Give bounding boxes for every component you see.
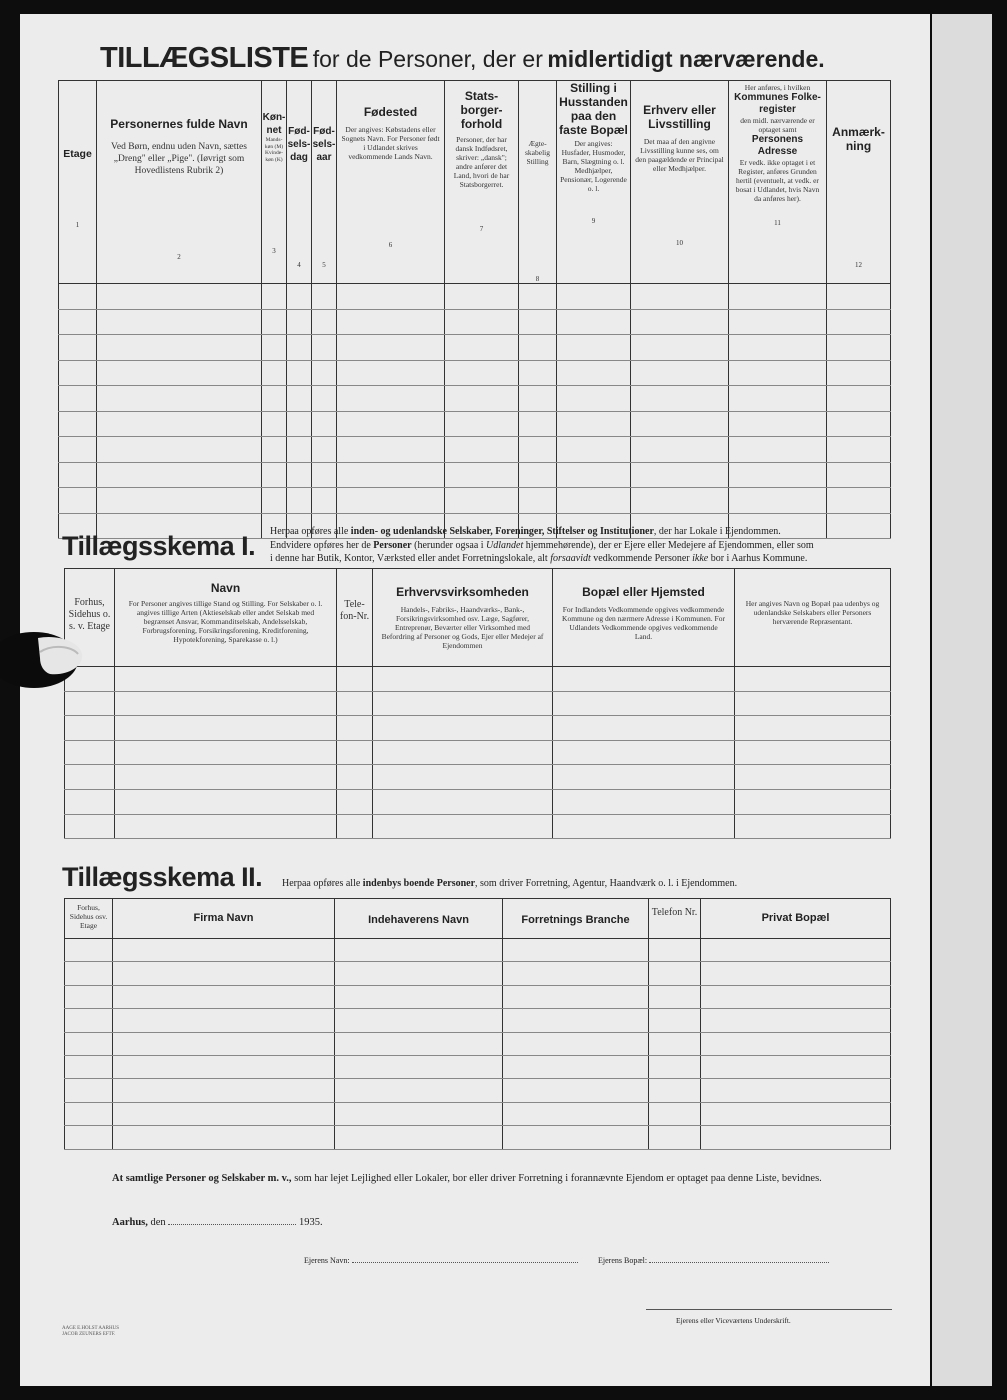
table-cell[interactable]: [97, 488, 262, 514]
col-register: Her anføres, i hvilken Kommunes Folke-register den midl. nærværende er optaget samt Personens Adresse Er vedk. ikke optaget i et Register, anføres Grunden hertil (eventuelt, at vedk. er bosat i Udlandet, hvis Navn da anføres her). 11: [729, 81, 827, 284]
table-cell[interactable]: [97, 437, 262, 463]
table-cell[interactable]: [287, 488, 312, 514]
table-cell[interactable]: [827, 488, 891, 514]
table-row: [65, 1055, 891, 1078]
table-cell[interactable]: [59, 360, 97, 386]
skema2-header-row: [65, 899, 891, 939]
table-cell[interactable]: [701, 1079, 891, 1102]
table-cell[interactable]: [373, 814, 553, 839]
table-cell[interactable]: [65, 740, 115, 765]
table-cell[interactable]: [65, 1032, 113, 1055]
table-cell[interactable]: [262, 462, 287, 488]
table-cell[interactable]: [701, 939, 891, 962]
next-page-edge: [932, 14, 992, 1386]
table-cell[interactable]: [553, 740, 735, 765]
table-cell[interactable]: [312, 462, 337, 488]
table-cell[interactable]: [519, 488, 557, 514]
table-row: [65, 1126, 891, 1149]
table-cell[interactable]: [337, 814, 373, 839]
table-cell[interactable]: [445, 386, 519, 412]
table-cell[interactable]: [312, 284, 337, 310]
table-cell[interactable]: [115, 814, 337, 839]
table-cell[interactable]: [115, 716, 337, 741]
table-cell[interactable]: [729, 335, 827, 361]
col-citizenship: Stats-borger-forhold Personer, der har dansk Indfødsret, skriver: „dansk"; andre anfører det Land, hvori de har Statsborgerret. 7: [445, 81, 519, 284]
s1-col-phone: Tele-fon-Nr.: [337, 569, 373, 667]
table-cell[interactable]: [337, 667, 373, 692]
col-remarks: Anmærk-ning 12: [827, 81, 891, 284]
table-cell[interactable]: [312, 386, 337, 412]
s2-col-owner: Indehaverens Navn: [335, 899, 503, 939]
table-row: [59, 488, 891, 514]
table-cell[interactable]: [631, 386, 729, 412]
table-row: [65, 1102, 891, 1125]
table-cell[interactable]: [337, 789, 373, 814]
table-cell[interactable]: [649, 985, 701, 1008]
table-cell[interactable]: [445, 488, 519, 514]
table-cell[interactable]: [729, 488, 827, 514]
table-cell[interactable]: [65, 962, 113, 985]
table-row: [59, 335, 891, 361]
table-row: [59, 309, 891, 335]
table-cell[interactable]: [631, 437, 729, 463]
table-cell[interactable]: [335, 1126, 503, 1149]
table-cell[interactable]: [337, 740, 373, 765]
table-cell[interactable]: [335, 1079, 503, 1102]
col-name: Personernes fulde Navn Ved Børn, endnu uden Navn, sættes „Dreng" eller „Pige". (Iøvrigt som Hovedlistens Rubrik 2) 2: [97, 81, 262, 284]
table-cell[interactable]: [65, 691, 115, 716]
table-cell[interactable]: [335, 962, 503, 985]
table-cell[interactable]: [631, 309, 729, 335]
table-cell[interactable]: [557, 411, 631, 437]
table-cell[interactable]: [312, 488, 337, 514]
skema1-header-row: [65, 569, 891, 667]
table-cell[interactable]: [503, 1126, 649, 1149]
table-row: [65, 962, 891, 985]
table-cell[interactable]: [59, 284, 97, 310]
table-cell[interactable]: [631, 335, 729, 361]
table-cell[interactable]: [59, 335, 97, 361]
table-cell[interactable]: [735, 691, 891, 716]
table-row: [65, 1079, 891, 1102]
table-cell[interactable]: [337, 309, 445, 335]
table-cell[interactable]: [113, 1079, 335, 1102]
table-row: [65, 814, 891, 839]
col-etage: Etage 1: [59, 81, 97, 284]
table-cell[interactable]: [287, 309, 312, 335]
date-line: Aarhus, den 1935.: [112, 1217, 323, 1228]
table-cell[interactable]: [519, 437, 557, 463]
table-cell[interactable]: [701, 1009, 891, 1032]
table-cell[interactable]: [519, 284, 557, 310]
title-mid: for de Personer, der er: [312, 46, 543, 72]
skema2-table: [64, 898, 891, 1150]
table-cell[interactable]: [262, 437, 287, 463]
table-cell[interactable]: [701, 1055, 891, 1078]
table-cell[interactable]: [113, 1009, 335, 1032]
col-occupation: Erhverv eller Livsstilling Det maa af den angivne Livsstilling kunne ses, om den paagældende er Principal eller Medhjælper. 10: [631, 81, 729, 284]
table-cell[interactable]: [729, 437, 827, 463]
table-cell[interactable]: [649, 939, 701, 962]
table-cell[interactable]: [287, 386, 312, 412]
s1-col-name: Navn For Personer angives tillige Stand og Stilling. For Selskaber o. l. angives tillige Arten (Aktieselskab eller andet Selskab med begrænset Ansvar, Kommanditselskab, Andelsselskab, Forbrugsforening, Forsikringsforening, Kreditforening, Hypotekforening, Sparekasse o. l.): [115, 569, 337, 667]
col-gender: Køn-net Mands-køn (M) Kvinde-køn (K) 3: [262, 81, 287, 284]
table-cell[interactable]: [631, 411, 729, 437]
table-cell[interactable]: [701, 985, 891, 1008]
table-row: [65, 691, 891, 716]
table-cell[interactable]: [337, 691, 373, 716]
table-cell[interactable]: [65, 1079, 113, 1102]
table-cell[interactable]: [445, 360, 519, 386]
table-cell[interactable]: [827, 386, 891, 412]
skema2-title: Tillægsskema II.: [62, 862, 263, 892]
table-cell[interactable]: [729, 462, 827, 488]
table-cell[interactable]: [115, 691, 337, 716]
s2-col-branch: Forretnings Branche: [503, 899, 649, 939]
table-cell[interactable]: [335, 1055, 503, 1078]
table-cell[interactable]: [445, 462, 519, 488]
owner-name-line: Ejerens Navn:: [304, 1254, 578, 1267]
table-cell[interactable]: [553, 667, 735, 692]
table-cell[interactable]: [557, 437, 631, 463]
s2-col-firm: Firma Navn: [113, 899, 335, 939]
table-cell[interactable]: [729, 309, 827, 335]
table-cell[interactable]: [373, 765, 553, 790]
table-cell[interactable]: [113, 939, 335, 962]
table-cell[interactable]: [113, 1102, 335, 1125]
table-cell[interactable]: [312, 335, 337, 361]
table-cell[interactable]: [312, 437, 337, 463]
thumb-shadow: [0, 628, 86, 690]
table-cell[interactable]: [262, 309, 287, 335]
supplement-list-table: [58, 80, 891, 539]
table-cell[interactable]: [335, 1009, 503, 1032]
table-cell[interactable]: [59, 386, 97, 412]
s1-col-business: Erhvervsvirksomheden Handels-, Fabriks-, Haandværks-, Bank-, Forsikringsvirksomhed osv. Læge, Sagfører, Entreprenør, Beværter eller Virksomhed med Befordring af Personer og Gods, Ejer eller Medejer af Ejendommen: [373, 569, 553, 667]
table-row: [65, 1009, 891, 1032]
table-cell[interactable]: [649, 1055, 701, 1078]
table-cell[interactable]: [337, 462, 445, 488]
table-cell[interactable]: [65, 985, 113, 1008]
table-cell[interactable]: [97, 360, 262, 386]
table-cell[interactable]: [557, 309, 631, 335]
table-cell[interactable]: [503, 939, 649, 962]
owner-address-line: Ejerens Bopæl:: [598, 1254, 829, 1267]
table-cell[interactable]: [827, 360, 891, 386]
table-cell[interactable]: [649, 962, 701, 985]
table-row: [65, 939, 891, 962]
table-cell[interactable]: [113, 1055, 335, 1078]
table-cell[interactable]: [445, 411, 519, 437]
table-cell[interactable]: [557, 462, 631, 488]
table-row: [59, 284, 891, 310]
table-row: [65, 985, 891, 1008]
table-cell[interactable]: [115, 667, 337, 692]
skema1-title: Tillægsskema I.: [62, 531, 256, 561]
page-title: [100, 42, 860, 75]
table-cell[interactable]: [113, 985, 335, 1008]
table-cell[interactable]: [337, 411, 445, 437]
table-cell[interactable]: [65, 716, 115, 741]
table-cell[interactable]: [735, 814, 891, 839]
table-row: [59, 411, 891, 437]
s1-col-floor: Forhus, Sidehus o. s. v. Etage: [65, 569, 115, 667]
table-cell[interactable]: [335, 1032, 503, 1055]
table-cell[interactable]: [649, 1102, 701, 1125]
table-cell[interactable]: [827, 309, 891, 335]
table-cell[interactable]: [59, 309, 97, 335]
table-cell[interactable]: [503, 1055, 649, 1078]
col-birthplace: Fødested Der angives: Købstadens eller Sognets Navn. For Personer født i Udlandet skrives vedkommende Lands Navn. 6: [337, 81, 445, 284]
table-cell[interactable]: [262, 360, 287, 386]
table-cell[interactable]: [262, 411, 287, 437]
table-cell[interactable]: [827, 335, 891, 361]
s1-col-residence: Bopæl eller Hjemsted For Indlandets Vedkommende opgives vedkommende Kommune og den nærmere Adresse i Kommunen. For Udlandets Vedkommende opgives vedkommende Land.: [553, 569, 735, 667]
table-cell[interactable]: [65, 1009, 113, 1032]
table-cell[interactable]: [519, 386, 557, 412]
table-cell[interactable]: [97, 411, 262, 437]
table-cell[interactable]: [503, 1079, 649, 1102]
table-cell[interactable]: [557, 488, 631, 514]
table-cell[interactable]: [503, 1032, 649, 1055]
table-cell[interactable]: [701, 1102, 891, 1125]
table-cell[interactable]: [65, 789, 115, 814]
printer-mark: AAGE E.HOLST AARHUS JACOB ZEUNERS EFTF.: [62, 1326, 119, 1337]
table-cell[interactable]: [287, 437, 312, 463]
table-cell[interactable]: [503, 1102, 649, 1125]
table-cell[interactable]: [287, 335, 312, 361]
table-cell[interactable]: [557, 360, 631, 386]
table-cell[interactable]: [557, 386, 631, 412]
table-cell[interactable]: [631, 360, 729, 386]
table-cell[interactable]: [312, 309, 337, 335]
table-cell[interactable]: [337, 488, 445, 514]
table-row: [59, 360, 891, 386]
table-cell[interactable]: [827, 411, 891, 437]
table-cell[interactable]: [337, 360, 445, 386]
s1-col-representative: Her angives Navn og Bopæl paa udenbys og udenlandske Selskabers eller Personers herværende Repræsentant.: [735, 569, 891, 667]
table-cell[interactable]: [553, 716, 735, 741]
table-cell[interactable]: [97, 309, 262, 335]
table-cell[interactable]: [113, 1126, 335, 1149]
s2-col-phone: Telefon Nr.: [649, 899, 701, 939]
table-cell[interactable]: [631, 488, 729, 514]
table-cell[interactable]: [503, 962, 649, 985]
table-cell[interactable]: [735, 667, 891, 692]
list-header-row: [59, 81, 891, 284]
table-cell[interactable]: [287, 284, 312, 310]
table-cell[interactable]: [97, 386, 262, 412]
table-cell[interactable]: [59, 437, 97, 463]
table-cell[interactable]: [335, 939, 503, 962]
table-cell[interactable]: [735, 740, 891, 765]
table-cell[interactable]: [337, 437, 445, 463]
table-row: [65, 667, 891, 692]
table-cell[interactable]: [59, 488, 97, 514]
table-cell[interactable]: [519, 462, 557, 488]
table-cell[interactable]: [519, 360, 557, 386]
table-cell[interactable]: [287, 360, 312, 386]
table-cell[interactable]: [115, 740, 337, 765]
table-row: [65, 789, 891, 814]
table-cell[interactable]: [729, 386, 827, 412]
table-cell[interactable]: [335, 985, 503, 1008]
table-cell[interactable]: [262, 284, 287, 310]
table-cell[interactable]: [557, 335, 631, 361]
table-cell[interactable]: [262, 386, 287, 412]
table-cell[interactable]: [65, 814, 115, 839]
table-cell[interactable]: [59, 411, 97, 437]
table-cell[interactable]: [373, 789, 553, 814]
table-cell[interactable]: [65, 765, 115, 790]
signature-line: [646, 1309, 892, 1310]
table-cell[interactable]: [115, 789, 337, 814]
table-cell[interactable]: [729, 411, 827, 437]
table-cell[interactable]: [312, 360, 337, 386]
table-cell[interactable]: [373, 740, 553, 765]
table-row: [59, 437, 891, 463]
title-main: TILLÆGSLISTE: [100, 42, 309, 74]
col-birthday: Fød-sels-dag 4: [287, 81, 312, 284]
table-cell[interactable]: [701, 1126, 891, 1149]
col-marital: Ægte-skabelig Stilling 8: [519, 81, 557, 284]
table-cell[interactable]: [287, 411, 312, 437]
table-cell[interactable]: [519, 335, 557, 361]
table-cell[interactable]: [735, 716, 891, 741]
table-cell[interactable]: [97, 335, 262, 361]
s2-col-address: Privat Bopæl: [701, 899, 891, 939]
declaration: At samtlige Personer og Selskaber m. v., som har lejet Lejlighed eller Lokaler, bor eller driver Forretning i forannævnte Ejendom er optaget paa denne Liste, bevidnes.: [112, 1173, 822, 1184]
skema1-table: [64, 568, 891, 839]
skema1-note: Herpaa opføres alle inden- og udenlandske Selskaber, Foreninger, Stiftelser og Institutioner, der har Lokale i Ejendommen. Endvidere opføres her de Personer (herunder ogsaa i Udlandet hjemmehørende), der er Ejere eller Medejere af Ejendommen, eller som i denne har Butik, Kontor, Værksted eller andet Forretningslokale, alt forsaavidt vedkommende Personer ikke bor i Aarhus Kommune.: [270, 526, 814, 564]
table-row: [65, 716, 891, 741]
table-cell[interactable]: [553, 814, 735, 839]
table-cell[interactable]: [337, 765, 373, 790]
table-cell[interactable]: [729, 284, 827, 310]
table-cell[interactable]: [445, 284, 519, 310]
title-bold: midlertidigt nærværende.: [547, 46, 825, 72]
table-cell[interactable]: [445, 437, 519, 463]
table-cell[interactable]: [337, 335, 445, 361]
table-cell[interactable]: [373, 667, 553, 692]
skema2-note: Herpaa opføres alle indenbys boende Personer, som driver Forretning, Agentur, Haandværk o. l. i Ejendommen.: [282, 878, 738, 889]
table-cell[interactable]: [631, 462, 729, 488]
table-cell[interactable]: [827, 462, 891, 488]
table-cell[interactable]: [701, 1032, 891, 1055]
table-cell[interactable]: [649, 1079, 701, 1102]
table-cell[interactable]: [649, 1009, 701, 1032]
table-cell[interactable]: [337, 284, 445, 310]
table-cell[interactable]: [262, 335, 287, 361]
table-cell[interactable]: [97, 462, 262, 488]
s2-col-floor: Forhus, Sidehus osv. Etage: [65, 899, 113, 939]
table-cell[interactable]: [113, 1032, 335, 1055]
table-cell[interactable]: [312, 411, 337, 437]
table-cell[interactable]: [65, 1102, 113, 1125]
table-cell[interactable]: [59, 462, 97, 488]
table-cell[interactable]: [631, 284, 729, 310]
table-cell[interactable]: [519, 411, 557, 437]
table-cell[interactable]: [337, 716, 373, 741]
table-cell[interactable]: [503, 985, 649, 1008]
table-cell[interactable]: [553, 691, 735, 716]
table-cell[interactable]: [649, 1126, 701, 1149]
table-cell[interactable]: [113, 962, 335, 985]
table-cell[interactable]: [287, 462, 312, 488]
table-row: [59, 462, 891, 488]
table-cell[interactable]: [827, 437, 891, 463]
table-cell[interactable]: [97, 284, 262, 310]
signature-label: Ejerens eller Viceværtens Underskrift.: [676, 1316, 791, 1325]
table-cell[interactable]: [373, 716, 553, 741]
table-cell[interactable]: [557, 284, 631, 310]
table-cell[interactable]: [337, 386, 445, 412]
table-cell[interactable]: [373, 691, 553, 716]
table-cell[interactable]: [65, 1126, 113, 1149]
table-row: [59, 386, 891, 412]
table-cell[interactable]: [262, 488, 287, 514]
table-cell[interactable]: [649, 1032, 701, 1055]
table-cell[interactable]: [553, 789, 735, 814]
table-cell[interactable]: [445, 309, 519, 335]
table-cell[interactable]: [115, 765, 337, 790]
table-row: [65, 740, 891, 765]
table-cell[interactable]: [553, 765, 735, 790]
table-cell[interactable]: [735, 789, 891, 814]
table-cell[interactable]: [519, 309, 557, 335]
table-cell[interactable]: [701, 962, 891, 985]
table-cell[interactable]: [335, 1102, 503, 1125]
table-row: [65, 1032, 891, 1055]
table-cell[interactable]: [729, 360, 827, 386]
table-cell[interactable]: [65, 1055, 113, 1078]
table-row: [65, 765, 891, 790]
col-household: Stilling i Husstanden paa den faste Bopæl Der angives: Husfader, Husmoder, Barn, Slægtning o. l. Medhjælper, Pensionær, Logerende o. l. 9: [557, 81, 631, 284]
table-cell[interactable]: [735, 765, 891, 790]
col-birthyear: Fød-sels-aar 5: [312, 81, 337, 284]
table-cell[interactable]: [445, 335, 519, 361]
table-cell[interactable]: [65, 939, 113, 962]
table-cell[interactable]: [827, 284, 891, 310]
table-cell[interactable]: [503, 1009, 649, 1032]
